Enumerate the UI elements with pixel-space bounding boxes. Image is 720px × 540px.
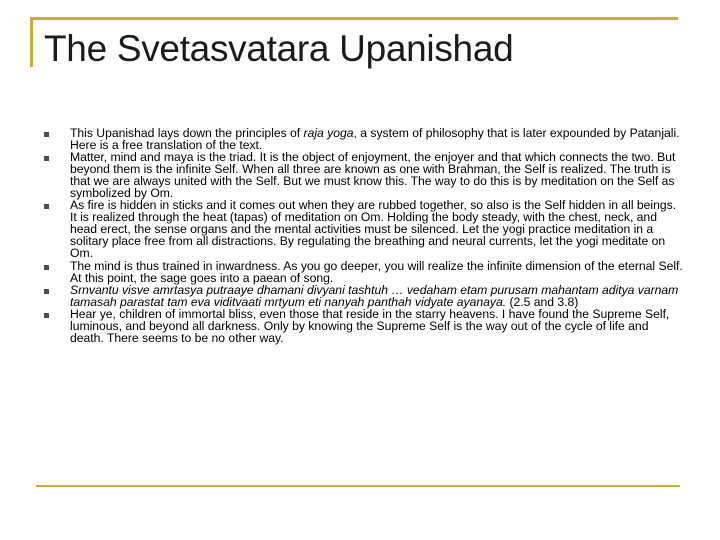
verse-citation: (2.5 and 3.8) — [506, 294, 579, 309]
frame-left-rule — [30, 17, 33, 67]
square-bullet-icon — [44, 156, 49, 161]
bullet-list — [44, 127, 684, 344]
bullet-text: The mind is thus trained in inwardness. As you go deeper, you will realize the infinite dimension of the eternal Self. At this point, the sage goes into a paean of song. — [70, 258, 683, 285]
square-bullet-icon — [44, 265, 49, 270]
bullet-item — [44, 308, 684, 344]
bullet-item — [44, 284, 684, 308]
bullet-text-continued: , a system of philosophy that is later expounded by Patanjali. Here is a free translation of the text. — [70, 126, 680, 153]
slide-body — [44, 127, 684, 344]
bullet-text: This Upanishad lays down the principles of — [70, 126, 304, 140]
slide-title: The Svetasvatara Upanishad — [44, 28, 514, 69]
bullet-text: Matter, mind and maya is the triad. It is the object of enjoyment, the enjoyer and that which connects the two. But beyond them is the infinite Self. When all three are known as one with Brahman, the Self is realized. The truth is that we are always united with the Self. But we must know this. The way to do this is by meditation on the Self as symbolized by Om. — [70, 150, 676, 201]
bullet-item — [44, 199, 684, 259]
frame-top-rule — [30, 17, 678, 20]
frame-bottom-rule — [36, 485, 680, 487]
square-bullet-icon — [44, 289, 49, 294]
bullet-item — [44, 260, 684, 284]
sanskrit-verse: Srnvantu visve amrtasya putraaye dhamani divyani tashtuh … vedaham etam purusam mahantam aditya varnam tamasah parastat tam eva viditvaati mrtyum eti nanyah panthah vidyate ayanaya. — [70, 282, 679, 309]
bullet-item — [44, 127, 684, 151]
bullet-italic-term: raja yoga — [303, 126, 354, 140]
bullet-text: Hear ye, children of immortal bliss, even those that reside in the starry heavens. I have found the Supreme Self, luminous, and beyond all darkness. Only by knowing the Supreme Self is the way out of the cycle of life and death. There seems to be no other way. — [70, 306, 670, 345]
square-bullet-icon — [44, 204, 49, 209]
bullet-item — [44, 151, 684, 199]
bullet-text: As fire is hidden in sticks and it comes out when they are rubbed together, so also is the Self hidden in all beings. It is realized through the heat (tapas) of meditation on Om. Holding the body steady, with the chest, neck, and head erect, the sense organs and the mental activities must be silenced. Let the yogi practice meditation in a solitary place free from all distractions. By regulating the breathing and neural currents, let the yogi meditate on Om. — [70, 198, 677, 261]
square-bullet-icon — [44, 313, 49, 318]
square-bullet-icon — [44, 132, 49, 137]
